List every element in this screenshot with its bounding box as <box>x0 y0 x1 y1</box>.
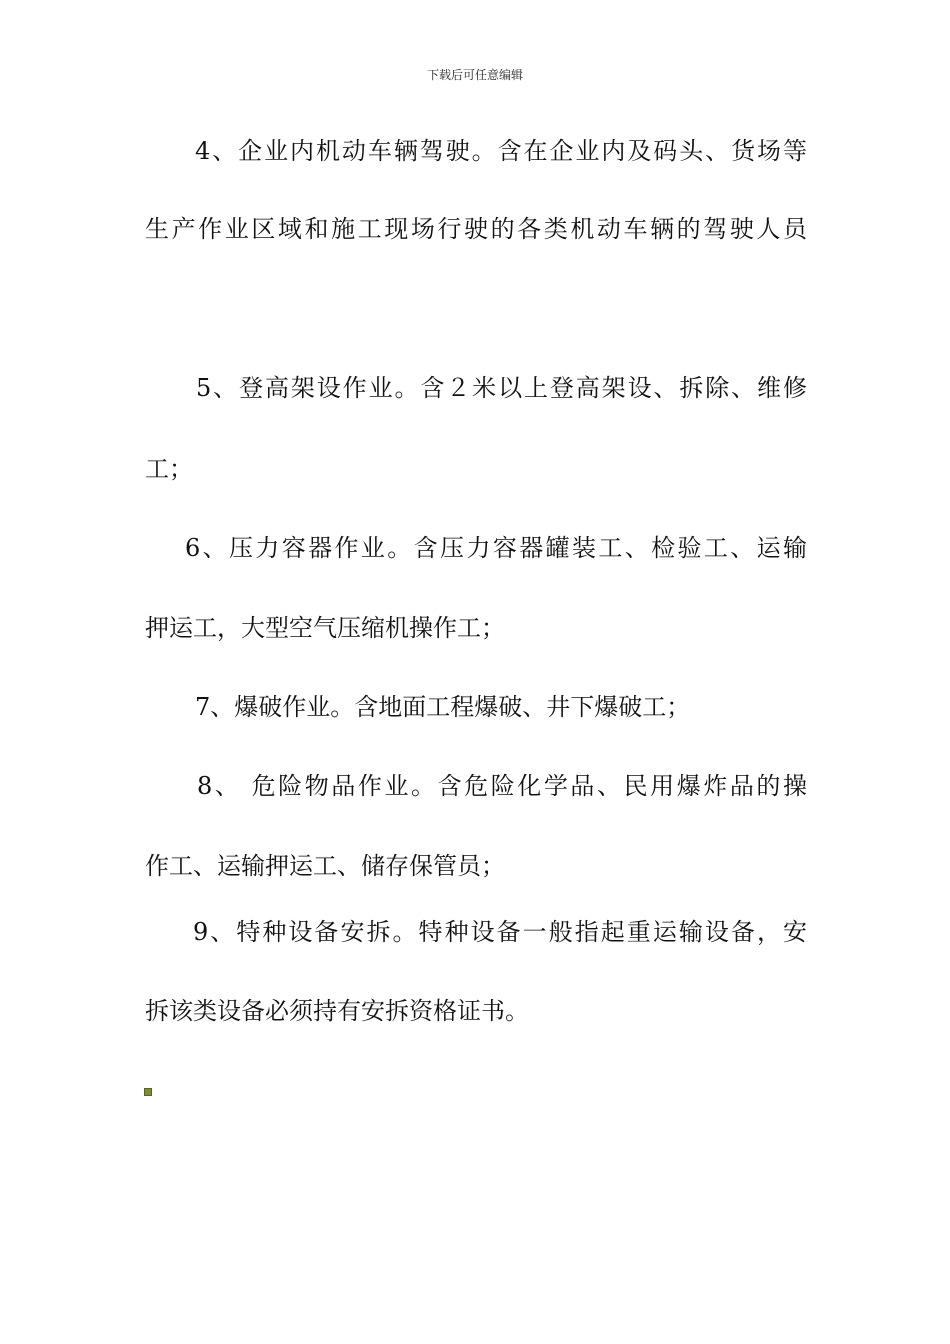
image-placeholder-marker <box>144 1088 152 1096</box>
text-line: 作工、运输押运工、储存保管员； <box>145 852 505 880</box>
text-line: 6、压力容器作业。含压力容器罐装工、检验工、运输 <box>185 534 807 562</box>
text-line: 4、企业内机动车辆驾驶。含在企业内及码头、货场等 <box>195 137 807 165</box>
text-line: 拆该类设备必须持有安拆资格证书。 <box>145 997 529 1025</box>
text-line: 押运工，大型空气压缩机操作工； <box>145 614 505 642</box>
text-line: 8、 危险物品作业。含危险化学品、民用爆炸品的操 <box>197 772 807 800</box>
text-line: 工； <box>145 455 193 483</box>
text-line: 生产作业区域和施工现场行驶的各类机动车辆的驾驶人员 <box>145 215 807 243</box>
text-line: 7、爆破作业。含地面工程爆破、井下爆破工； <box>195 693 691 721</box>
text-line: 5、登高架设作业。含２米以上登高架设、拆除、维修 <box>196 374 807 402</box>
page-header: 下载后可任意编辑 <box>426 68 523 82</box>
text-line: 9、特种设备安拆。特种设备一般指起重运输设备，安 <box>193 918 807 946</box>
